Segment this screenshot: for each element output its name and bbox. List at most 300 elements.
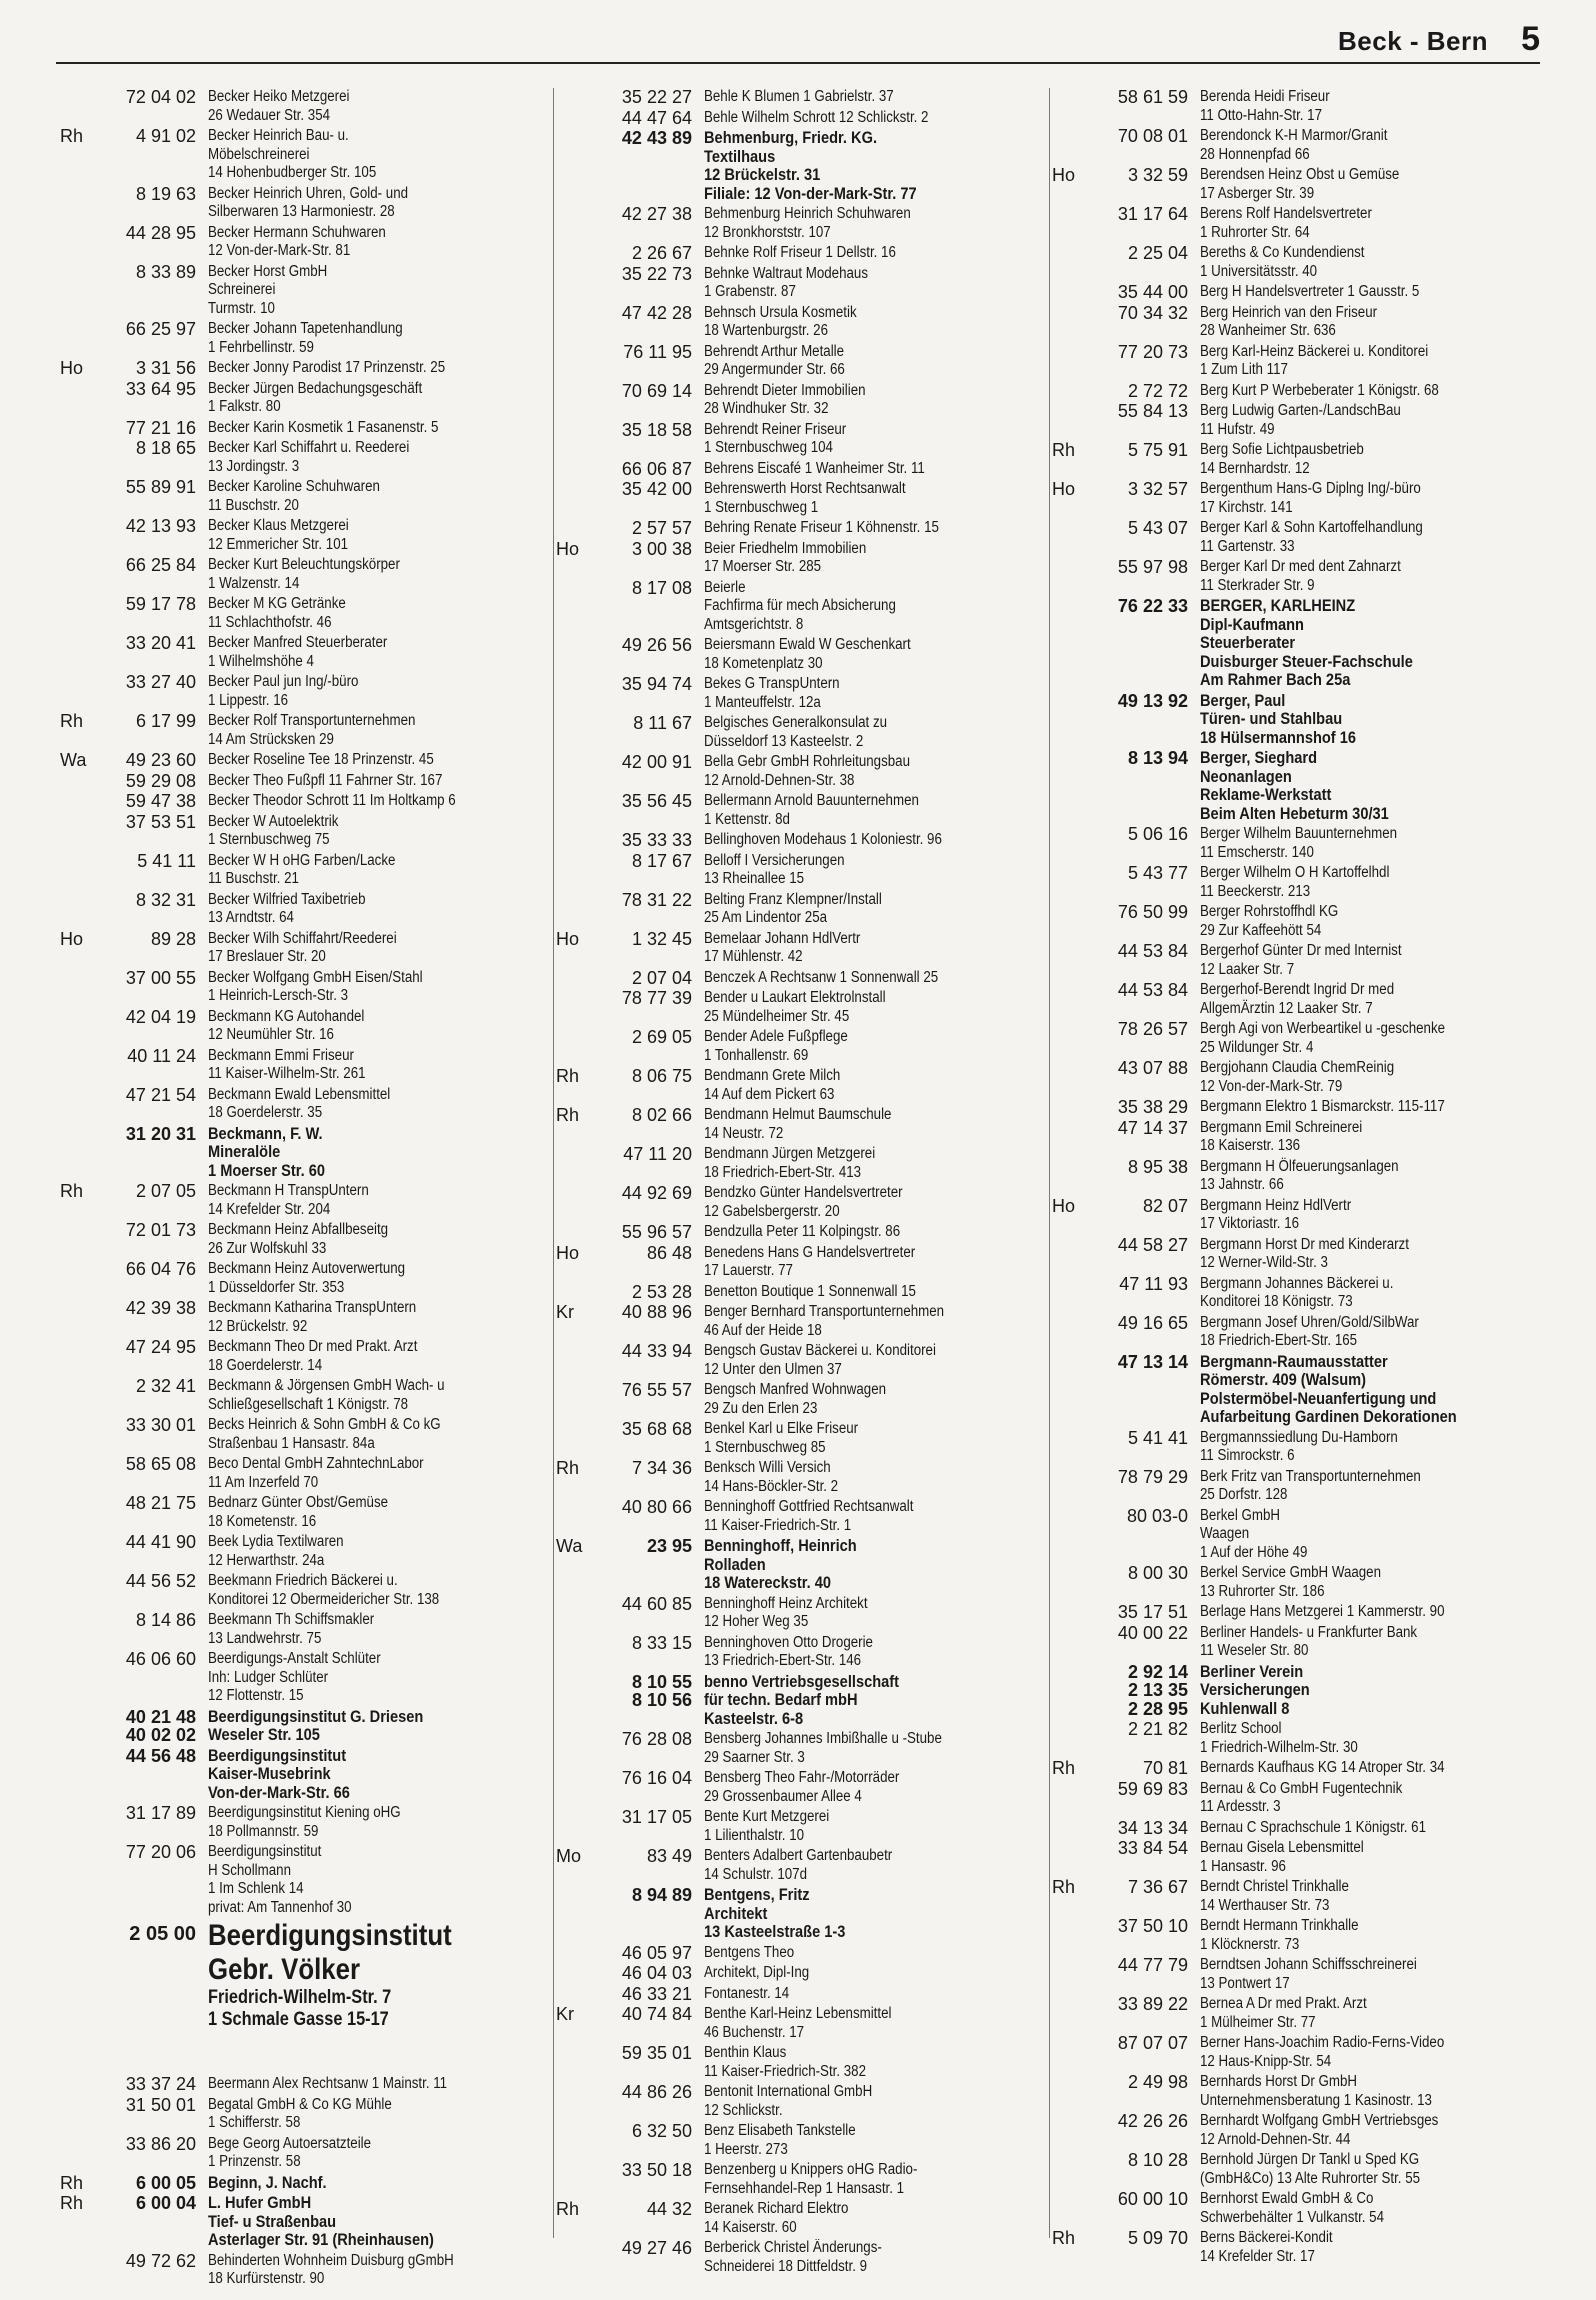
entry-text: [1200, 1468, 1494, 1505]
entry-text: [1200, 1158, 1494, 1195]
entry-phone-number: 47 11 20: [623, 1144, 692, 1164]
directory-entry: [60, 2135, 550, 2172]
entry-district: [1052, 382, 1088, 401]
entry-name-address: benno Vertriebsgesellschaft für techn. Bedarf mbH Kasteelstr. 6-8: [704, 1671, 900, 1728]
entry-phone-number: 55 84 13: [1117, 401, 1188, 421]
directory-entry: [556, 753, 1046, 790]
directory-entry: [1052, 1158, 1542, 1195]
directory-entry: [60, 1455, 550, 1492]
directory-entry: [556, 1342, 1046, 1379]
entry-text: [1200, 1663, 1494, 1719]
entry-district: [556, 753, 592, 790]
entry-phone-number: 6 00 05: [135, 2172, 196, 2193]
entry-name-address: Beckmann & Jörgensen GmbH Wach- u Schließgesellschaft 1 Königstr. 78: [208, 1377, 445, 1413]
entry-district: [1052, 1624, 1088, 1661]
entry-name-address: Fontanestr. 14: [704, 1984, 790, 2002]
directory-entry: [556, 636, 1046, 673]
entry-district: [1052, 2073, 1088, 2110]
column-1: [60, 87, 550, 2287]
entry-name-address: Behring Renate Friseur 1 Köhnenstr. 15: [704, 519, 939, 536]
directory-entry: [556, 1673, 1046, 1729]
directory-entry: [556, 831, 1046, 850]
entry-phone-number: 8 10 28: [1127, 2150, 1188, 2170]
entry-name-address: Becker Karoline Schuhwaren 11 Buschstr. 20: [208, 478, 380, 514]
entry-text: [704, 304, 998, 341]
entry-phone-number: 77 20 06: [125, 1842, 196, 1862]
entry-phone-number: 2 57 57: [631, 518, 692, 538]
entry-text: [208, 556, 502, 593]
entry-name-address: Bergmann Horst Dr med Kinderarzt 12 Werner-Wild-Str. 3: [1200, 1235, 1409, 1271]
entry-text: [1200, 1236, 1494, 1273]
entry-name-address: Behrendt Arthur Metalle 29 Angermunder Str. 66: [704, 342, 845, 378]
directory-entry: [60, 1047, 550, 1084]
entry-text: [208, 891, 502, 928]
directory-entry: [1052, 864, 1542, 901]
entry-text: [1200, 127, 1494, 164]
entry-text: [1200, 2034, 1494, 2071]
entry-name-address: Beerdigungsinstitut Gebr. Völker: [208, 1919, 452, 1986]
entry-text: [704, 1634, 998, 1671]
entry-text: [704, 1303, 998, 1340]
entry-name-address: Beerdigungsinstitut H Schollmann 1 Im Schlenk 14 privat: Am Tannenhof 30: [208, 1843, 352, 1916]
directory-entry: [1052, 1314, 1542, 1351]
entry-district: [556, 1381, 592, 1418]
entry-name-address: Bender Adele Fußpflege 1 Tonhallenstr. 69: [704, 1028, 848, 1064]
entry-text: [1200, 402, 1494, 439]
entry-phone-number: 40 74 84: [621, 2004, 692, 2024]
entry-district: [556, 1634, 592, 1671]
directory-entry: [556, 1028, 1046, 1065]
entry-name-address: Berger Karl & Sohn Kartoffelhandlung 11 Gartenstr. 33: [1200, 519, 1423, 555]
entry-phone-number: 5 43 07: [1127, 518, 1188, 538]
entry-district: [1052, 1603, 1088, 1622]
entry-name-address: Bentgens Theo: [704, 1943, 795, 1961]
entry-district: [1052, 1663, 1088, 1719]
entry-text: [208, 1125, 502, 1181]
entry-name-address: Beginn, J. Nachf.: [208, 2172, 327, 2192]
entry-name-address: Beckmann H TranspUntern 14 Krefelder Str. 204: [208, 1182, 369, 1218]
entry-phone-number: 2 07 05: [135, 1181, 196, 1201]
entry-phone-number: 8 11 67: [633, 713, 692, 733]
entry-district: Rh: [60, 2172, 84, 2193]
entry-phone-number: 35 33 33: [621, 830, 692, 850]
entry-phone-number: 49 16 65: [1117, 1312, 1188, 1333]
entry-name-address: Becker M KG Getränke 11 Schlachthofstr. 46: [208, 595, 346, 631]
entry-name-address: Berndtsen Johann Schiffsschreinerei 13 Pontwert 17: [1200, 1956, 1417, 1992]
entry-text: [1200, 2229, 1494, 2266]
directory-entry: [1052, 304, 1542, 341]
entry-phone-number: 40 00 22: [1117, 1622, 1188, 1643]
directory-entry: [1052, 2190, 1542, 2227]
entry-district: Rh: [1052, 2228, 1076, 2248]
entry-phone-number: 55 89 91: [125, 477, 196, 497]
directory-entry: [1052, 1098, 1542, 1117]
directory-entry: [1052, 1995, 1542, 2032]
entry-name-address: Beckmann, F. W. Mineralöle 1 Moerser Str. 60: [208, 1123, 326, 1180]
entry-phone-number: 35 68 68: [621, 1419, 692, 1439]
entry-name-address: Beerdigungs-Anstalt Schlüter Inh: Ludger Schlüter 12 Flottenstr. 15: [208, 1650, 381, 1704]
entry-text: [208, 359, 502, 378]
entry-name-address: Becker Klaus Metzgerei 12 Emmericher Str. 101: [208, 517, 349, 553]
entry-text: [208, 419, 502, 438]
directory-entry: [60, 1260, 550, 1297]
entry-name-address: Berger Wilhelm Bauunternehmen 11 Emscherstr. 140: [1200, 825, 1398, 861]
entry-phone-number: 6 00 04: [135, 2193, 196, 2213]
directory-entry: [60, 556, 550, 593]
entry-district: Ho: [556, 538, 580, 559]
entry-district: [556, 1886, 592, 1942]
entry-name-address: Berendonck K-H Marmor/Granit 28 Honnenpfad 66: [1200, 127, 1388, 163]
entry-name-address: Behrendt Dieter Immobilien 28 Windhuker Str. 32: [704, 381, 866, 417]
entry-district: [60, 1533, 96, 1570]
directory-entry: [556, 1537, 1046, 1593]
entry-address: Friedrich-Wilhelm-Str. 7 1 Schmale Gasse 15-17: [208, 1987, 392, 2030]
entry-district: [60, 1221, 96, 1258]
entry-phone-number: 8 13 94: [1127, 748, 1188, 768]
entry-district: [1052, 402, 1088, 439]
entry-name-address: Bemelaar Johann HdlVertr 17 Mühlenstr. 42: [704, 929, 861, 965]
entry-name-address: Bergjohann Claudia ChemReinig 12 Von-der-Mark-Str. 79: [1200, 1059, 1395, 1095]
entry-district: [60, 320, 96, 357]
entry-district: [556, 1673, 592, 1729]
entry-phone-number: 44 28 95: [125, 222, 196, 243]
entry-text: [704, 1537, 998, 1593]
entry-phone-number: 35 18 58: [621, 419, 692, 440]
entry-name-address: Behrenswerth Horst Rechtsanwalt 1 Sternbuschweg 1: [704, 480, 906, 516]
entry-district: [1052, 304, 1088, 341]
entry-name-address: Bege Georg Autoersatzteile 1 Prinzenstr. 58: [208, 2134, 372, 2170]
entry-phone-number: 55 97 98: [1117, 557, 1188, 577]
directory-entry: [556, 129, 1046, 203]
entry-district: [556, 2161, 592, 2198]
directory-entry: [1052, 519, 1542, 556]
entry-phone-number: 31 17 64: [1117, 204, 1188, 224]
entry-name-address: Becker Manfred Steuerberater 1 Wilhelmshöhe 4: [208, 634, 388, 670]
entry-phone-number: 8 32 31: [135, 889, 196, 910]
entry-phone-number: 8 18 65: [135, 438, 196, 458]
entry-text: [704, 1769, 998, 1806]
directory-entry: [60, 1338, 550, 1375]
entry-name-address: Bergmannssiedlung Du-Hamborn 11 Simrockstr. 6: [1200, 1428, 1398, 1464]
entry-text: [1200, 1603, 1494, 1622]
entry-text: [208, 1611, 502, 1648]
directory-entry: [1052, 2229, 1542, 2266]
entry-name-address: Bellermann Arnold Bauunternehmen 1 Kettenstr. 8d: [704, 792, 919, 828]
entry-phone-number: 8 94 89: [631, 1885, 692, 1905]
entry-name-address: Becker Wilh Schiffahrt/Reederei 17 Breslauer Str. 20: [208, 929, 397, 965]
entry-phone-number: 31 50 01: [125, 2094, 196, 2115]
entry-text: [704, 2161, 998, 2198]
directory-entry: [556, 792, 1046, 829]
entry-name-address: Behle Wilhelm Schrott 12 Schlickstr. 2: [704, 108, 929, 126]
entry-text: [704, 480, 998, 517]
entry-text: [208, 263, 502, 319]
entry-name-address: Berndt Hermann Trinkhalle 1 Klöcknerstr. 73: [1200, 1917, 1359, 1953]
entry-district: [556, 1808, 592, 1845]
entry-district: [556, 88, 592, 107]
entry-district: [556, 1342, 592, 1379]
directory-entry: [60, 969, 550, 1006]
entry-district: [60, 1377, 96, 1414]
entry-name-address: Berens Rolf Handelsvertreter 1 Ruhrorter Str. 64: [1200, 205, 1372, 241]
entry-phone-number: 55 96 57: [621, 1222, 692, 1242]
entry-text: [704, 1985, 998, 2004]
directory-entry: [60, 634, 550, 671]
entry-text: [1200, 1275, 1494, 1312]
entry-text: [704, 88, 998, 107]
entry-district: [556, 1964, 592, 1983]
entry-name-address: Beckmann Katharina TranspUntern 12 Brückelstr. 92: [208, 1299, 417, 1335]
entry-text: [1200, 244, 1494, 281]
entry-phone-number: 1 32 45: [631, 928, 692, 949]
entry-text: [208, 224, 502, 261]
entry-name-address: Behmenburg, Friedr. KG. Textilhaus 12 Brückelstr. 31 Filiale: 12 Von-der-Mark-Str. 77: [704, 128, 917, 203]
entry-district: [1052, 1236, 1088, 1273]
entry-district: [556, 109, 592, 128]
directory-entry: [60, 1747, 550, 1803]
directory-entry: [556, 304, 1046, 341]
directory-entry: [60, 224, 550, 261]
directory-entry: [556, 2122, 1046, 2159]
entry-text: [704, 129, 998, 203]
directory-entry: [556, 1498, 1046, 1535]
entry-name-address: Benthe Karl-Heinz Lebensmittel 46 Buchenstr. 17: [704, 2005, 892, 2041]
entry-text: [208, 1708, 502, 1745]
entry-district: [1052, 1780, 1088, 1817]
entry-phone-number: 44 47 64: [621, 107, 692, 128]
entry-text: [704, 1595, 998, 1632]
entry-name-address: Beckmann Heinz Autoverwertung 1 Düsseldorfer Str. 353: [208, 1260, 406, 1296]
entry-name-address: Bergmann Emil Schreinerei 18 Kaiserstr. 136: [1200, 1118, 1363, 1154]
directory-entry: [60, 419, 550, 438]
entry-district: [60, 673, 96, 710]
entry-text: [704, 244, 998, 263]
entry-text: [704, 1808, 998, 1845]
entry-district: Kr: [556, 2004, 574, 2024]
entry-name-address: Berg Sofie Lichtpausbetrieb 14 Bernhardstr. 12: [1200, 441, 1364, 477]
entry-phone-number: 2 07 04: [631, 967, 692, 988]
directory-entry: [556, 109, 1046, 128]
entry-phone-number: 3 31 56: [135, 358, 196, 378]
entry-phone-number: 40 11 24: [127, 1045, 196, 1066]
entry-district: [1052, 903, 1088, 940]
directory-entry: [60, 1611, 550, 1648]
entry-district: [556, 1595, 592, 1632]
directory-entry: [60, 2075, 550, 2094]
entry-phone-number: 44 33 94: [621, 1341, 692, 1361]
entry-name-address: Becker Kurt Beleuchtungskörper 1 Walzenstr. 14: [208, 556, 400, 592]
entry-text: [704, 969, 998, 988]
entry-name-address: Bereths & Co Kundendienst 1 Universitätsstr. 40: [1200, 244, 1365, 280]
entry-name-address: Berg H Handelsvertreter 1 Gausstr. 5: [1200, 283, 1420, 300]
entry-text: [1200, 749, 1494, 823]
entry-district: Rh: [60, 126, 84, 146]
directory-entry: [1052, 205, 1542, 242]
entry-district: Rh: [1052, 1758, 1076, 1778]
column-3: [1052, 88, 1542, 2268]
directory-entry: [556, 205, 1046, 242]
entry-phone-number: 76 55 57: [621, 1380, 692, 1400]
entry-phone-number: 49 23 60: [125, 750, 196, 770]
entry-text: [1200, 942, 1494, 979]
entry-phone-number: 6 17 99: [135, 711, 196, 731]
entry-district: [1052, 864, 1088, 901]
entry-text: [704, 831, 998, 850]
entry-text: [704, 1145, 998, 1182]
entry-district: [60, 1086, 96, 1123]
entry-name-address: Berg Kurt P Werbeberater 1 Königstr. 68: [1200, 381, 1439, 399]
entry-phone-number: 34 13 34: [1117, 1817, 1188, 1838]
entry-district: [60, 969, 96, 1006]
entry-name-address: Berger Rohrstoffhdl KG 29 Zur Kaffeehött 54: [1200, 903, 1339, 939]
entry-name-address: Behrens Eiscafé 1 Wanheimer Str. 11: [704, 459, 925, 477]
entry-name-address: Beermann Alex Rechtsanw 1 Mainstr. 11: [208, 2075, 448, 2092]
entry-text: [1200, 1819, 1494, 1838]
entry-district: Ho: [1052, 1195, 1076, 1216]
entry-name-address: Bernau Gisela Lebensmittel 1 Hansastr. 96: [1200, 1839, 1364, 1875]
directory-entry: [1052, 1468, 1542, 1505]
entry-name-address: Beerdigungsinstitut Kaiser-Musebrink Von-der-Mark-Str. 66: [208, 1745, 350, 1802]
entry-district: [1052, 981, 1088, 1018]
entry-name-address: Becker Theodor Schrott 11 Im Holtkamp 6: [208, 792, 456, 809]
entry-district: [1052, 244, 1088, 281]
entry-name-address: Benzenberg u Knippers oHG Radio- Fernsehhandel-Rep 1 Hansastr. 1: [704, 2161, 918, 2197]
directory-entry: [1052, 127, 1542, 164]
entry-name-address: Berliner Handels- u Frankfurter Bank 11 Weseler Str. 80: [1200, 1623, 1418, 1659]
directory-entry: [556, 1244, 1046, 1281]
entry-text: [1200, 1429, 1494, 1466]
entry-phone-number: 6 32 50: [631, 2121, 692, 2141]
directory-entry: [1052, 825, 1542, 862]
directory-entry: [1052, 1878, 1542, 1915]
directory-entry: [1052, 2034, 1542, 2071]
entry-district: Rh: [556, 1458, 580, 1478]
directory-entry: [1052, 343, 1542, 380]
entry-name-address: Behinderten Wohnheim Duisburg gGmbH 18 Kurfürstenstr. 90: [208, 2251, 454, 2287]
entry-phone-number: 42 13 93: [125, 516, 196, 536]
entry-name-address: Behrendt Reiner Friseur 1 Sternbuschweg 104: [704, 420, 847, 456]
entry-name-address: Beier Friedhelm Immobilien 17 Moerser Str. 285: [704, 539, 867, 575]
entry-district: Rh: [556, 1105, 580, 1125]
entry-text: [1200, 2151, 1494, 2188]
entry-name-address: Benninghoven Otto Drogerie 13 Friedrich-Ebert-Str. 146: [704, 1633, 873, 1669]
entry-name-address: Bendmann Grete Milch 14 Auf dem Pickert 63: [704, 1067, 841, 1103]
entry-phone-number: 42 00 91: [621, 752, 692, 772]
entry-phone-number: 33 86 20: [125, 2133, 196, 2154]
entry-phone-number: 77 21 16: [125, 417, 196, 438]
entry-text: [704, 540, 998, 577]
entry-district: Wa: [60, 750, 87, 770]
entry-district: [60, 224, 96, 261]
directory-entry: [60, 2096, 550, 2133]
entry-text: [704, 930, 998, 967]
entry-text: [1200, 1956, 1494, 1993]
directory-entry: [556, 1847, 1046, 1884]
directory-entry: [1052, 1119, 1542, 1156]
entry-district: [556, 382, 592, 419]
entry-phone-number: 2 21 82: [1127, 1719, 1188, 1739]
entry-text: [704, 1283, 998, 1302]
entry-phone-number: 44 56 52: [125, 1571, 196, 1591]
entry-district: [556, 421, 592, 458]
directory-entry: [1052, 1956, 1542, 1993]
entry-district: Rh: [1052, 1877, 1076, 1897]
entry-district: [60, 1008, 96, 1045]
entry-name-address: Berger Karl Dr med dent Zahnarzt 11 Sterkrader Str. 9: [1200, 558, 1401, 594]
entry-phone-number: 33 27 40: [125, 672, 196, 692]
entry-district: [556, 714, 592, 751]
entry-text: [704, 579, 998, 635]
directory-entry: [556, 1420, 1046, 1457]
entry-district: [556, 831, 592, 850]
entry-district: [556, 891, 592, 928]
entry-phone-number: 76 11 95: [623, 341, 692, 362]
entry-phone-number: 44 56 48: [125, 1745, 196, 1766]
entry-name-address: Bendzko Günter Handelsvertreter 12 Gabelsbergerstr. 20: [704, 1184, 903, 1220]
entry-name-address: Bergerhof Günter Dr med Internist 12 Laaker Str. 7: [1200, 942, 1402, 978]
directory-entry: [60, 127, 550, 183]
entry-phone-number: 33 64 95: [125, 378, 196, 399]
entry-name-address: Bernhards Horst Dr GmbH Unternehmensberatung 1 Kasinostr. 13: [1200, 2073, 1432, 2109]
entry-district: [1052, 942, 1088, 979]
entry-district: [1052, 1353, 1088, 1427]
entry-district: [60, 792, 96, 811]
entry-district: [1052, 1468, 1088, 1505]
entry-district: [1052, 1429, 1088, 1466]
entry-text: [704, 792, 998, 829]
directory-entry: [60, 1377, 550, 1414]
entry-text: [1200, 166, 1494, 203]
entry-name-address: Bernhardt Wolfgang GmbH Vertriebsges 12 Arnold-Dehnen-Str. 44: [1200, 2112, 1439, 2148]
entry-phone-number: 58 61 59: [1117, 87, 1188, 107]
entry-text: [208, 2194, 502, 2250]
directory-entry: [556, 1769, 1046, 1806]
entry-phone-number: 58 65 08: [125, 1454, 196, 1474]
entry-text: [704, 989, 998, 1026]
directory-entry: [1052, 2112, 1542, 2149]
entry-text: [1200, 519, 1494, 556]
entry-text: [704, 1964, 998, 1983]
directory-entry: [1052, 1603, 1542, 1622]
entry-text: [208, 1299, 502, 1336]
entry-district: Rh: [556, 2199, 580, 2219]
entry-text: [1200, 1720, 1494, 1757]
entry-text: [704, 1459, 998, 1496]
entry-name-address: Bergh Agi von Werbeartikel u -geschenke 25 Wildunger Str. 4: [1200, 1020, 1446, 1056]
entry-text: [208, 1260, 502, 1297]
entry-district: Rh: [60, 711, 84, 731]
entry-phone-number: 2 32 41: [135, 1376, 196, 1396]
entry-name-address: Bente Kurt Metzgerei 1 Lilienthalstr. 10: [704, 1808, 830, 1844]
entry-text: [704, 636, 998, 673]
entry-name-address: Behnke Rolf Friseur 1 Dellstr. 16: [704, 244, 896, 261]
entry-name-address: Becker Karl Schiffahrt u. Reederei 13 Jordingstr. 3: [208, 439, 410, 475]
entry-name-address: Behnsch Ursula Kosmetik 18 Wartenburgstr. 26: [704, 303, 857, 339]
entry-district: [60, 1650, 96, 1706]
entry-phone-number: 33 30 01: [125, 1415, 196, 1435]
directory-entry: [1052, 558, 1542, 595]
entry-phone-number: 70 69 14: [621, 380, 692, 401]
entry-district: [60, 2252, 96, 2289]
entry-name-address: Berg Karl-Heinz Bäckerei u. Konditorei 1 Zum Lith 117: [1200, 342, 1429, 378]
entry-district: [60, 2096, 96, 2133]
entry-text: [1200, 1780, 1494, 1817]
entry-name-address: Berendsen Heinz Obst u Gemüse 17 Asberger Str. 39: [1200, 166, 1400, 202]
entry-name-address: Bernhorst Ewald GmbH & Co Schwerbehälter 1 Vulkanstr. 54: [1200, 2190, 1385, 2226]
entry-phone-number: 76 16 04: [621, 1768, 692, 1788]
entry-district: Ho: [1052, 165, 1076, 185]
entry-district: [1052, 1917, 1088, 1954]
